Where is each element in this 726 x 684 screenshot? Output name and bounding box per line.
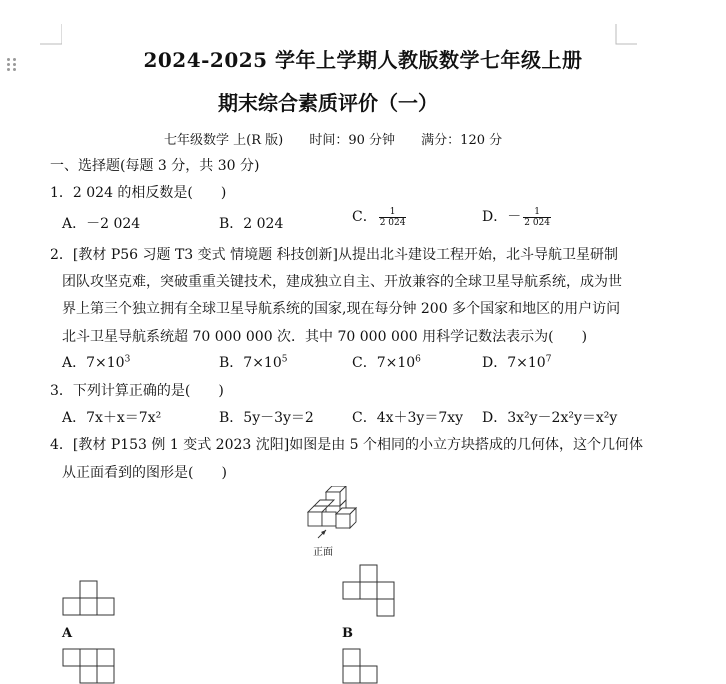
page-corner-top-right [615,24,637,46]
q2-option-d-base: D．7×10 [482,355,546,371]
section-heading: 一、选择题(每题 3 分，共 30 分) [50,158,260,174]
fraction-numerator: 1 [523,207,551,218]
q1-option-c [352,206,406,228]
choice-c-figure [62,648,116,684]
question-2-line-4: 北斗卫星导航系统超 70 000 000 次．其中 70 000 000 用科学记数法表示为( ) [62,329,588,345]
q1-option-c-prefix: C． [352,209,377,225]
choice-a-drawing [62,580,116,616]
q2-option-c-base: C．7×10 [352,355,416,371]
q3-option-b: B．5y－3y＝2 [219,410,314,426]
q1-option-d-fraction [523,207,551,228]
fraction-numerator: 1 [379,207,407,218]
page-corner-top-left [40,24,62,46]
cube-solid-drawing [300,486,380,546]
fraction-denominator: 2 024 [379,217,406,228]
fraction-denominator: 2 024 [524,217,550,228]
q2-option-a [62,352,130,372]
q3-option-c: C．4x＋3y＝7xy [352,410,464,426]
q2-option-a-exponent: 3 [124,354,131,365]
choice-b-label: B [342,626,353,641]
q1-option-c-fraction [379,207,407,228]
q2-option-d-exponent: 7 [545,354,552,365]
document-title: 2024-2025 学年上学期人教版数学七年级上册 [143,48,583,72]
question-2-line-3: 界上第三个独立拥有全球卫星导航系统的国家,现在每分钟 200 多个国家和地区的用户访问 [62,301,621,317]
question-4-line-1: 4．[教材 P153 例 1 变式 2023 沈阳]如图是由 5 个相同的小立方块搭成的几何体，这个几何体 [50,437,644,453]
q3-option-a: A．7x＋x＝7x² [62,410,162,426]
q3-option-d: D．3x²y－2x²y＝x²y [482,410,618,426]
q2-option-b-base: B．7×10 [219,355,282,371]
choice-c-drawing [62,648,116,684]
question-2-line-1: 2．[教材 P56 习题 T3 变式 情境题 科技创新]从提出北斗建设工程开始，北斗导航卫星研制 [50,247,619,263]
q2-option-b [219,352,287,372]
choice-b-figure [342,564,396,618]
choice-d-figure [342,648,382,684]
q2-option-d [482,352,551,372]
choice-b-drawing [342,564,396,618]
exam-score: 满分：120 分 [421,133,503,148]
grade-subject: 七年级数学 上(R 版) [164,133,284,148]
question-4-line-2: 从正面看到的图形是( ) [62,465,227,481]
q1-option-a: A．－2 024 [62,216,141,232]
q1-option-b: B．2 024 [219,216,284,232]
q1-option-d-prefix: D．－ [482,209,522,225]
q2-option-c [352,352,421,372]
front-view-label: 正面 [313,547,333,558]
question-3-stem: 3．下列计算正确的是( ) [50,383,224,399]
q1-option-d [482,206,551,228]
question-2-line-2: 团队攻坚克难，突破重重关键技术，建成独立自主、开放兼容的全球卫星导航系统，成为世 [62,274,622,290]
q2-option-c-exponent: 6 [415,354,421,365]
q2-option-a-base: A．7×10 [62,355,125,371]
document-subtitle: 期末综合素质评价（一） [218,91,438,115]
choice-a-figure [62,580,116,616]
exam-time: 时间：90 分钟 [309,133,396,148]
exam-meta [164,129,502,148]
choice-d-drawing [342,648,382,684]
q2-option-b-exponent: 5 [281,354,288,365]
choice-a-label: A [62,626,73,641]
question-1-stem: 1．2 024 的相反数是( ) [50,185,227,201]
cube-solid-figure [300,486,380,546]
